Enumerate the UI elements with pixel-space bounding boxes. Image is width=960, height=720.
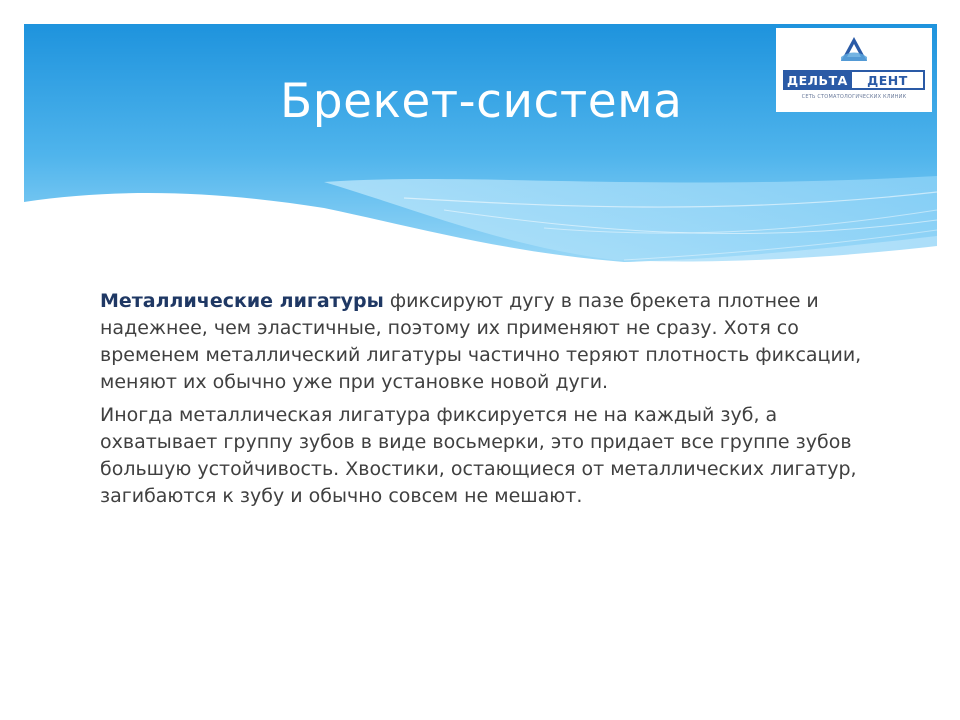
slide-body [100,288,890,516]
paragraph-text: фиксируют дугу в пазе брекета плотнее и надежнее, чем эластичные, поэтому их применяют не сразу. Хотя со временем металлический лигатуры частично теряют плотность фиксации, меняют их обычно уже при установке новой дуги. [100,290,862,393]
company-logo [776,28,932,112]
logo-word-dent: ДЕНТ [852,70,925,90]
paragraph-lead: Металлические лигатуры [100,290,384,312]
paragraph-text: Иногда металлическая лигатура фиксируется не на каждый зуб, а охватывает группу зубов в виде восьмерки, это придает все группе зубов большую устойчивость. Хвостики, остающиеся от металлических лигатур, загибаются к зубу и обычно совсем не мешают. [100,404,857,507]
body-paragraph-1 [100,288,890,396]
logo-wordmark [783,70,925,90]
body-paragraph-2 [100,402,890,510]
logo-word-delta: ДЕЛЬТА [783,70,852,90]
delta-triangle-icon [840,36,868,62]
logo-tagline: СЕТЬ СТОМАТОЛОГИЧЕСКИХ КЛИНИК [801,94,907,100]
slide-title: Брекет-система [280,74,683,129]
